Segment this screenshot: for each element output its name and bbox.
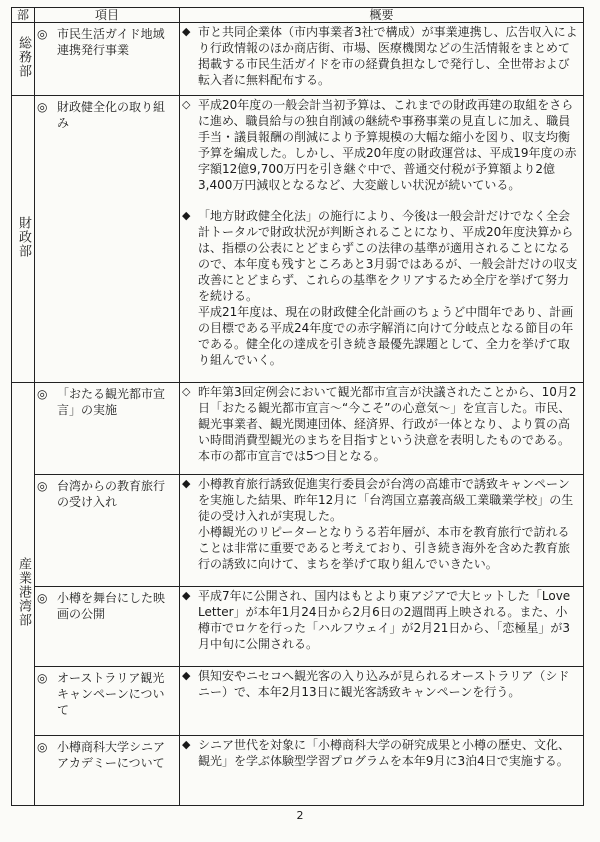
outline-paragraph <box>180 588 583 652</box>
outline-paragraph <box>180 384 583 464</box>
outline-cell <box>180 96 584 383</box>
double-circle-icon: ◎ <box>37 100 48 114</box>
outline-text: 倶知安やニセコへ観光客の入り込みが見られるオーストラリア（シドニー）で、本年2月13日に観光客誘致キャンペーンを行う。 <box>198 669 570 699</box>
diamond-outline-icon: ◇ <box>182 98 191 111</box>
diamond-filled-icon: ◆ <box>182 477 191 490</box>
item-title: 台湾からの教育旅行の受け入れ <box>57 479 166 509</box>
outline-cell <box>180 383 584 475</box>
item-cell <box>35 667 180 736</box>
outline-text: 昨年第3回定例会において観光都市宣言が決議されたことから、10月2日「おたる観光都市宣言～“今こそ”の心意気～」を宣言した。市民、観光事業者、観光関連団体、経済界、行政が一体となり、より質の高い時間消費型観光のまちを目指すという決意を表明したものである。本市の都市宣言では5つ目となる。 <box>198 385 577 463</box>
item-cell <box>35 475 180 587</box>
outline-paragraph <box>180 476 583 572</box>
outline-cell <box>180 667 584 736</box>
table-row <box>12 383 584 475</box>
item-title: 財政健全化の取り組み <box>57 100 166 130</box>
table-row <box>12 23 584 96</box>
item-cell <box>35 23 180 96</box>
outline-cell <box>180 587 584 667</box>
item-title: 市民生活ガイド地域連携発行事業 <box>57 27 165 57</box>
table-row <box>12 587 584 667</box>
department-cell <box>12 23 35 96</box>
double-circle-icon: ◎ <box>37 591 48 605</box>
department-cell <box>12 383 35 806</box>
outline-text: 「地方財政健全化法」の施行により、今後は一般会計だけでなく全会計トータルで財政状況が判断されることになり、平成20年度決算からは、指標の公表にとどまらずこの法律の基準が適用されることになるので、本年度も残すところあと3月弱ではあるが、一般会計だけの収支改善にとどまらず、これらの基準をクリアするため全庁を挙げて努力を続ける。 <box>198 209 578 303</box>
outline-text: 小樽教育旅行誘致促進実行委員会が台湾の高雄市で誘致キャンペーンを実施した結果、昨年12月に「台湾国立嘉義高級工業職業学校」の生徒の受け入れが実現した。 <box>198 477 574 523</box>
header-dept: 部 <box>12 8 35 23</box>
item-cell <box>35 736 180 806</box>
outline-paragraph <box>180 737 583 769</box>
department-cell <box>12 96 35 383</box>
outline-text: 平成21年度は、現在の財政健全化計画のちょうど中間年であり、計画の目標である平成24年度での赤字解消に向けて分岐点となる節目の年である。健全化の達成を引き続き最優先課題として、全力を挙げて取り組んでいく。 <box>198 305 574 367</box>
diamond-outline-icon: ◇ <box>182 385 191 398</box>
item-cell <box>35 383 180 475</box>
outline-text: 小樽観光のリピーターとなりうる若年層が、本市を教育旅行で訪れることは非常に重要であると考えており、引き続き海外を含めた教育旅行の誘致に向けて、まちを挙げて取り組んでいきたい。 <box>198 525 571 571</box>
double-circle-icon: ◎ <box>37 740 48 754</box>
double-circle-icon: ◎ <box>37 479 48 493</box>
outline-paragraph <box>180 24 583 88</box>
table-row <box>12 736 584 806</box>
outline-text: 市と共同企業体（市内事業者3社で構成）が事業連携し、広告収入により行政情報のほか商店街、市場、医療機関などの生活情報をまとめて掲載する市民生活ガイドを市の経費負担なしで発行し、全世帯および転入者に無料配布する。 <box>198 25 578 87</box>
double-circle-icon: ◎ <box>37 671 48 685</box>
item-title: 「おたる観光都市宣言」の実施 <box>57 387 166 417</box>
header-outline: 概要 <box>180 8 584 23</box>
outline-cell <box>180 736 584 806</box>
diamond-filled-icon: ◆ <box>182 738 191 751</box>
header-item: 項目 <box>35 8 180 23</box>
department-name: 産業港湾部 <box>16 557 31 627</box>
diamond-filled-icon: ◆ <box>182 209 191 222</box>
outline-paragraph <box>180 97 583 193</box>
outline-paragraph <box>180 668 583 700</box>
table-row <box>12 96 584 383</box>
outline-cell <box>180 23 584 96</box>
item-cell <box>35 587 180 667</box>
table-row <box>12 667 584 736</box>
double-circle-icon: ◎ <box>37 27 48 41</box>
outline-text: 平成7年に公開され、国内はもとより東アジアで大ヒットした「Love Letter」が本年1月24日から2月6日の2週間再上映される。また、小樽市でロケを行った「ハルフウェイ」が2月21日から、「恋極星」が3月中旬に公開される。 <box>198 589 571 651</box>
table-header-row <box>12 8 584 23</box>
diamond-filled-icon: ◆ <box>182 669 191 682</box>
table-row <box>12 475 584 587</box>
outline-text: 平成20年度の一般会計当初予算は、これまでの財政再建の取組をさらに進め、職員給与の独自削減の継続や事務事業の見直しに加え、職員手当・議員報酬の削減により予算規模の大幅な縮小を図り、収支均衡予算を編成した。しかし、平成20年度の財政運営は、平成19年度の赤字額12億9,700万円を引き継ぐ中で、普通交付税が予算額より2億3,400万円減収となるなど、大変厳しい状況が続いている。 <box>198 98 577 192</box>
double-circle-icon: ◎ <box>37 387 48 401</box>
item-title: オーストラリア観光キャンペーンについて <box>57 671 165 717</box>
department-name: 総務部 <box>16 36 31 78</box>
item-title: 小樽商科大学シニアアカデミーについて <box>57 740 166 770</box>
outline-table <box>11 7 584 806</box>
outline-text: シニア世代を対象に「小樽商科大学の研究成果と小樽の歴史、文化、観光」を学ぶ体験型学習プログラムを本年9月に3泊4日で実施する。 <box>198 738 571 768</box>
diamond-filled-icon: ◆ <box>182 589 191 602</box>
outline-paragraph <box>180 208 583 368</box>
page-number: 2 <box>296 809 304 822</box>
diamond-filled-icon: ◆ <box>182 25 191 38</box>
outline-cell <box>180 475 584 587</box>
item-cell <box>35 96 180 383</box>
department-name: 財政部 <box>16 216 31 258</box>
item-title: 小樽を舞台にした映画の公開 <box>57 591 166 621</box>
